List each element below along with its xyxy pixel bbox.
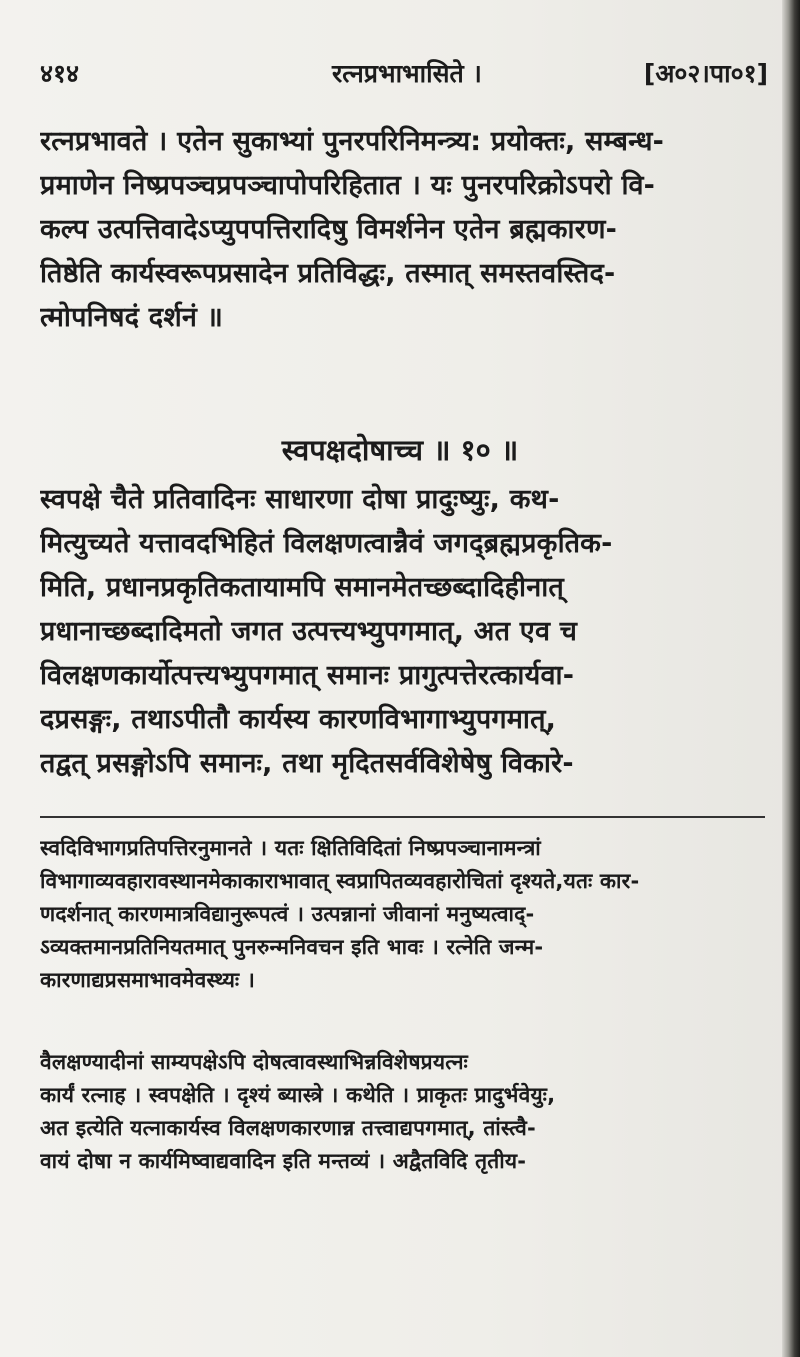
footnote-line: कारणाद्यप्रसमाभावमेवस्थ्यः । bbox=[40, 968, 256, 992]
text-line: तिष्ठेति कार्यस्वरूपप्रसादेन प्रतिविद्धः, तस्मात् समस्तवस्तिद- bbox=[40, 258, 616, 289]
footnote-block-2 bbox=[40, 1046, 762, 1178]
text-line: दप्रसङ्गः, तथाऽपीतौ कार्यस्य कारणविभागाभ्युपगमात्, bbox=[40, 704, 557, 735]
footnote-divider bbox=[40, 816, 765, 818]
footnote-line: कार्यं रत्नाह । स्वपक्षेति । दृश्यं ब्यास्त्रे । कथेति । प्राकृतः प्रादुर्भवेयुः, bbox=[40, 1083, 556, 1107]
text-line: मित्युच्यते यत्तावदभिहितं विलक्षणत्वान्नैवं जगद्ब्रह्मप्रकृतिक- bbox=[40, 528, 613, 559]
footnote-line: वायं दोषा न कार्यमिष्वाद्यवादिन इति मन्तव्यं । अद्वैतविदि तृतीय- bbox=[40, 1149, 527, 1173]
text-line: रत्नप्रभावते । एतेन सुकाभ्यां पुनरपरिनिमन्त्र्य: प्रयोक्तः, सम्बन्ध- bbox=[40, 126, 665, 157]
footnote-line: विभागाव्यवहारावस्थानमेकाकाराभावात् स्वप्रापितव्यवहारोचितां दृश्यते,यतः कार- bbox=[40, 869, 640, 893]
footnote-line: वैलक्षण्यादीनां साम्यपक्षेऽपि दोषत्वावस्थाभिन्नविशेषप्रयत्नः bbox=[40, 1050, 468, 1074]
footnote-line: ऽव्यक्तमानप्रतिनियतमात् पुनरुन्मनिवचन इति भावः । रत्नेति जन्म- bbox=[40, 935, 544, 959]
text-line: कल्प उत्पत्तिवादेऽप्युपपत्तिरादिषु विमर्शनेन एतेन ब्रह्मकारण- bbox=[40, 214, 618, 245]
running-title: रत्नप्रभाभासिते । bbox=[332, 59, 482, 88]
running-header bbox=[40, 56, 768, 96]
text-line: स्वपक्षे चैते प्रतिवादिनः साधारणा दोषा प्रादुःष्युः, कथ- bbox=[40, 484, 560, 515]
page-binding-shadow bbox=[782, 0, 800, 1357]
page-number: ४१४ bbox=[40, 59, 80, 88]
sutra-heading: स्वपक्षदोषाच्च ॥ १० ॥ bbox=[281, 433, 519, 467]
text-line: विलक्षणकार्योत्पत्त्यभ्युपगमात् समानः प्रागुत्पत्तेरत्कार्यवा- bbox=[40, 660, 575, 691]
text-line: प्रधानाच्छब्दादिमतो जगत उत्पत्त्यभ्युपगमात्, अत एव च bbox=[40, 616, 578, 647]
text-line: प्रमाणेन निष्प्रपञ्चप्रपञ्चापोपरिहितात । यः पुनरपरिक्रोऽपरो वि- bbox=[40, 170, 656, 201]
footnote-block-1 bbox=[40, 832, 762, 997]
text-line: त्मोपनिषदं दर्शनं ॥ bbox=[40, 302, 224, 333]
main-text-block-1 bbox=[40, 120, 762, 340]
footnote-line: स्वदिविभागप्रतिपत्तिरनुमानते । यतः क्षितिविदितां निष्प्रपञ्चानामन्त्रां bbox=[40, 836, 541, 860]
main-text-block-2 bbox=[40, 478, 762, 786]
footnote-line: णदर्शनात् कारणमात्रविद्यानुरूपत्वं । उत्पन्नानां जीवानां मनुष्यत्वाद्- bbox=[40, 902, 535, 926]
footnote-line: अत इत्येति यत्नाकार्यस्व विलक्षणकारणान्न तत्त्वाद्यपगमात्, तांस्त्वै- bbox=[40, 1116, 536, 1140]
text-line: तद्वत् प्रसङ्गोऽपि समानः, तथा मृदितसर्वविशेषेषु विकारे- bbox=[40, 748, 574, 779]
section-reference: [अ०२।पा०१] bbox=[643, 59, 768, 88]
text-line: मिति, प्रधानप्रकृतिकतायामपि समानमेतच्छब्दादिहीनात् bbox=[40, 572, 564, 603]
